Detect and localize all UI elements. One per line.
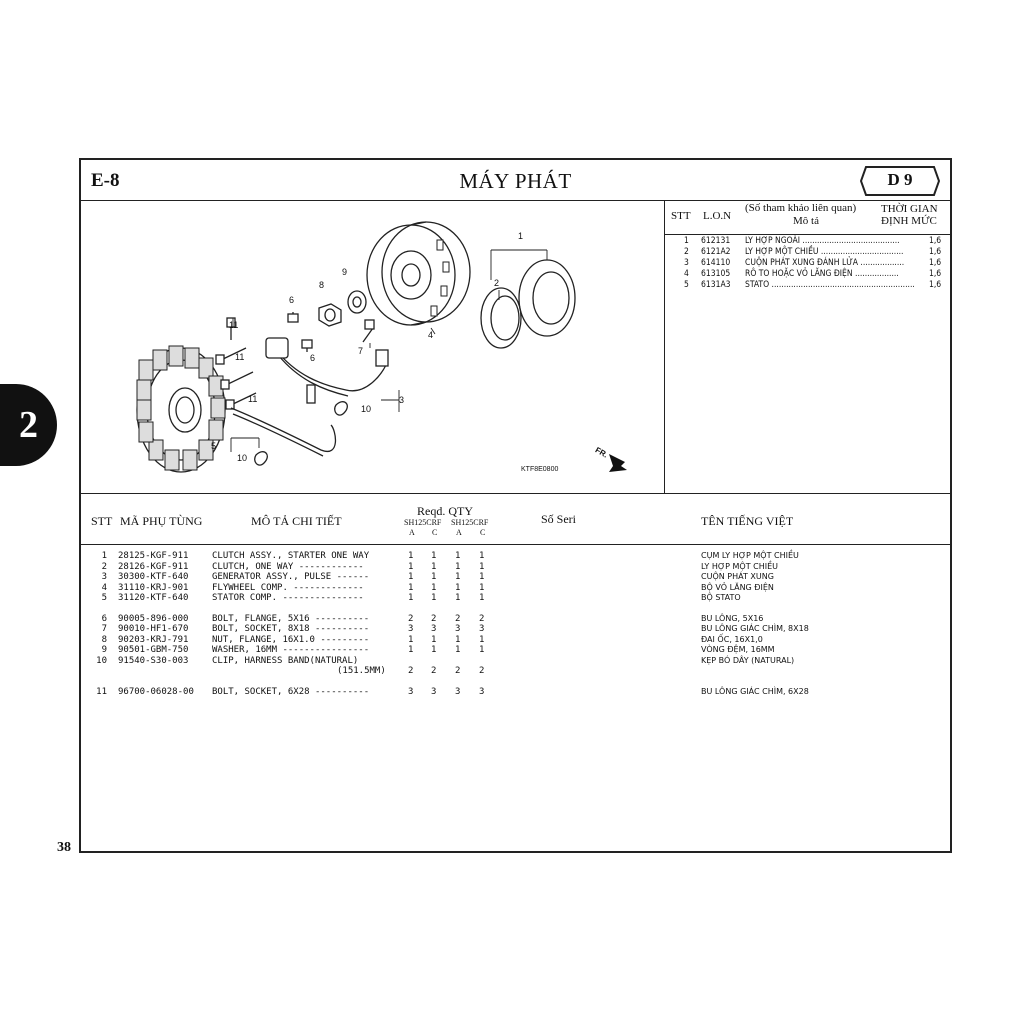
qty-a1: 2 [408,613,414,624]
part-desc: CLUTCH ASSY., STARTER ONE WAY [212,551,370,561]
labor-time-row [665,258,952,269]
qty-a2: 2 [455,613,461,624]
op-desc: STATO ........................................................... [745,280,915,290]
part-desc: BOLT, FLANGE, 5X16 ---------- [212,613,370,624]
part-desc: BOLT, SOCKET, 8X18 ---------- [212,624,370,634]
op-desc: CUỘN PHÁT XUNG ĐÁNH LỬA .................. [745,258,905,268]
part-stt: 5 [101,593,107,603]
qty-c2: 1 [479,645,485,655]
callout-8: 8 [319,280,325,290]
col-desc: MÔ TẢ CHI TIẾT [251,514,342,528]
labor-time-row [665,269,952,280]
op-desc: RÔ TO HOẶC VỎ LĂNG ĐIỆN .................. [745,269,899,279]
part-stt: 10 [96,655,107,666]
qty-a2: 1 [455,561,461,572]
part-row [81,666,950,677]
fr-label: FR. [593,445,610,460]
exploded-diagram [81,200,665,493]
callout-6a: 6 [289,295,295,305]
part-stt: 6 [101,613,107,624]
op-desc: LY HỢP NGOÀI ........................................ [745,236,900,246]
qty-c2: 2 [479,666,485,676]
part-row [81,635,950,646]
part-name-viet: LY HỢP MỘT CHIỀU [701,561,779,571]
page-header [81,160,950,201]
col-part-no: MÃ PHỤ TÙNG [120,514,203,528]
callout-11a: 11 [229,320,239,330]
qty-a1: 1 [408,551,414,561]
qty-a2: 1 [455,645,461,655]
group-badge-label: D 9 [887,170,913,189]
page-title: MÁY PHÁT [459,169,572,193]
qty-c1: 1 [431,645,437,655]
part-row [81,583,950,594]
qty-a2: 3 [455,624,461,634]
callout-5: 5 [211,441,217,451]
part-desc: GENERATOR ASSY., PULSE ------ [212,572,370,582]
catalog-frame [79,158,952,853]
qty-a2: 2 [455,666,461,676]
part-name-viet: BU LÔNG GIÁC CHÌM, 8X18 [701,624,809,633]
op-lon: 612131 [701,236,731,246]
qty-c1: 1 [431,634,437,645]
labor-time-table [665,200,952,493]
part-desc: NUT, FLANGE, 16X1.0 --------- [212,634,370,645]
op-head-lon: L.O.N [703,210,732,222]
op-head-time2: ĐỊNH MỨC [881,215,937,227]
op-lon: 6131A3 [701,280,731,290]
part-number: 90010-HF1-670 [118,624,189,634]
op-time: 1,6 [929,269,942,279]
part-desc: (151.5MM) [337,666,386,676]
parts-list-header [81,493,950,545]
qty-a1: 3 [408,686,414,697]
qty-a2: 1 [455,634,461,645]
part-desc: FLYWHEEL COMP. ------------- [212,582,364,593]
part-row [81,687,950,698]
qty-c1: 2 [431,613,437,624]
op-stt: 5 [684,280,689,290]
part-row [81,656,950,667]
op-stt: 3 [684,258,689,268]
op-time: 1,6 [929,280,942,290]
qty-c2: 2 [479,613,485,624]
part-row [81,551,950,562]
qty-c2: 1 [479,551,485,561]
part-number: 28125-KGF-911 [118,551,189,561]
labor-time-header [665,200,952,235]
part-stt: 3 [101,572,107,582]
parts-list [81,551,950,697]
qty-c1: 1 [431,551,437,561]
qty-c1: 1 [431,582,437,593]
part-name-viet: KẸP BÓ DÂY (NATURAL) [701,655,795,665]
callout-6b: 6 [310,353,316,363]
col-c2: C [480,528,486,537]
qty-c1: 3 [431,686,437,697]
qty-a1: 1 [408,593,414,603]
part-number: 90203-KRJ-791 [118,634,189,645]
qty-a2: 1 [455,582,461,593]
part-desc: CLUTCH, ONE WAY ------------ [212,561,364,572]
op-time: 1,6 [929,258,942,268]
col-model-2: SH125CRF [451,518,489,527]
part-stt: 1 [101,551,107,561]
op-stt: 1 [684,236,689,246]
diagram-ref-code: KTF8E0800 [521,466,559,473]
part-number: 30300-KTF-640 [118,572,189,582]
op-time: 1,6 [929,236,942,246]
op-lon: 6121A2 [701,247,731,257]
op-head-ref: (Số tham khảo liên quan) [745,202,857,214]
qty-c1: 1 [431,561,437,572]
part-desc: WASHER, 16MM ---------------- [212,645,370,655]
col-model-1: SH125CRF [404,518,442,527]
part-name-viet: CUỘN PHÁT XUNG [701,572,774,581]
part-row [81,562,950,573]
part-stt: 11 [96,686,107,697]
callout-11b: 11 [235,352,245,362]
part-number: 96700-06028-00 [118,686,194,697]
part-row [81,593,950,604]
op-desc: LY HỢP MỘT CHIỀU .................................. [745,247,904,257]
labor-time-row [665,280,952,291]
part-name-viet: BỘ STATO [701,593,741,602]
section-tab: 2 [0,384,57,466]
part-name-viet: CỤM LY HỢP MỘT CHIỀU [701,551,799,560]
qty-a1: 1 [408,634,414,645]
op-time: 1,6 [929,247,942,257]
qty-c1: 3 [431,624,437,634]
col-a1: A [409,528,415,537]
part-name-viet: VÒNG ĐỆM, 16MM [701,645,775,654]
part-number: 31120-KTF-640 [118,593,189,603]
callout-3: 3 [399,395,405,405]
qty-a2: 1 [455,593,461,603]
labor-time-rows [665,236,952,291]
qty-c1: 1 [431,572,437,582]
col-stt: STT [91,514,113,528]
col-viet: TÊN TIẾNG VIỆT [701,514,794,528]
part-row [81,645,950,656]
part-desc: BOLT, SOCKET, 6X28 ---------- [212,686,370,697]
qty-a1: 1 [408,572,414,582]
op-lon: 613105 [701,269,731,279]
col-reqd-qty: Reqd. QTY [417,504,473,518]
qty-c2: 1 [479,634,485,645]
op-lon: 614110 [701,258,731,268]
part-desc: STATOR COMP. --------------- [212,593,364,603]
qty-a2: 1 [455,551,461,561]
qty-c2: 1 [479,582,485,593]
part-desc: CLIP, HARNESS BAND(NATURAL) [212,655,359,666]
part-row [81,614,950,625]
op-head-desc: Mô tả [793,215,819,227]
qty-a1: 1 [408,582,414,593]
qty-a1: 2 [408,666,414,676]
part-number: 28126-KGF-911 [118,561,189,572]
op-stt: 2 [684,247,689,257]
part-stt: 2 [101,561,107,572]
qty-c1: 2 [431,666,437,676]
callout-10b: 10 [237,453,248,463]
col-serial: Số Seri [541,512,577,526]
part-number: 90501-GBM-750 [118,645,189,655]
part-row [81,572,950,583]
qty-c2: 1 [479,593,485,603]
qty-c2: 1 [479,561,485,572]
part-number: 91540-S30-003 [118,655,189,666]
part-name-viet: BỘ VỎ LĂNG ĐIỆN [701,582,774,592]
part-stt: 8 [101,634,107,645]
stator-drawing [137,346,225,472]
labor-time-row [665,236,952,247]
flywheel-drawing [367,222,470,325]
part-stt: 4 [101,582,107,593]
callout-4: 4 [428,330,434,340]
col-a2: A [456,528,462,537]
part-name-viet: ĐAI ỐC, 16X1,0 [701,634,763,644]
op-head-time1: THỜI GIAN [881,203,938,215]
part-name-viet: BU LÔNG GIÁC CHÌM, 6X28 [701,686,809,696]
qty-a2: 3 [455,686,461,697]
callout-1: 1 [518,231,524,241]
part-row [81,624,950,635]
fr-arrow [609,454,627,472]
qty-a2: 1 [455,572,461,582]
qty-a1: 3 [408,624,414,634]
qty-c1: 1 [431,593,437,603]
callout-7: 7 [358,346,364,356]
group-badge [860,166,940,196]
qty-c2: 3 [479,686,485,697]
callout-2: 2 [494,278,500,288]
labor-time-row [665,247,952,258]
callout-10a: 10 [361,404,372,414]
section-code: E-8 [91,170,120,191]
col-c1: C [432,528,438,537]
qty-a1: 1 [408,645,414,655]
op-stt: 4 [684,269,689,279]
page-number: 38 [57,840,71,855]
op-head-stt: STT [671,210,691,222]
callout-9: 9 [342,267,348,277]
qty-c2: 3 [479,624,485,634]
part-name-viet: BU LÔNG, 5X16 [701,613,764,623]
generator-drawing [81,200,665,493]
part-stt: 7 [101,624,107,634]
part-number: 31110-KRJ-901 [118,582,189,593]
callout-11c: 11 [248,394,258,404]
qty-c2: 1 [479,572,485,582]
qty-a1: 1 [408,561,414,572]
part-stt: 9 [101,645,107,655]
part-number: 90005-896-000 [118,613,189,624]
